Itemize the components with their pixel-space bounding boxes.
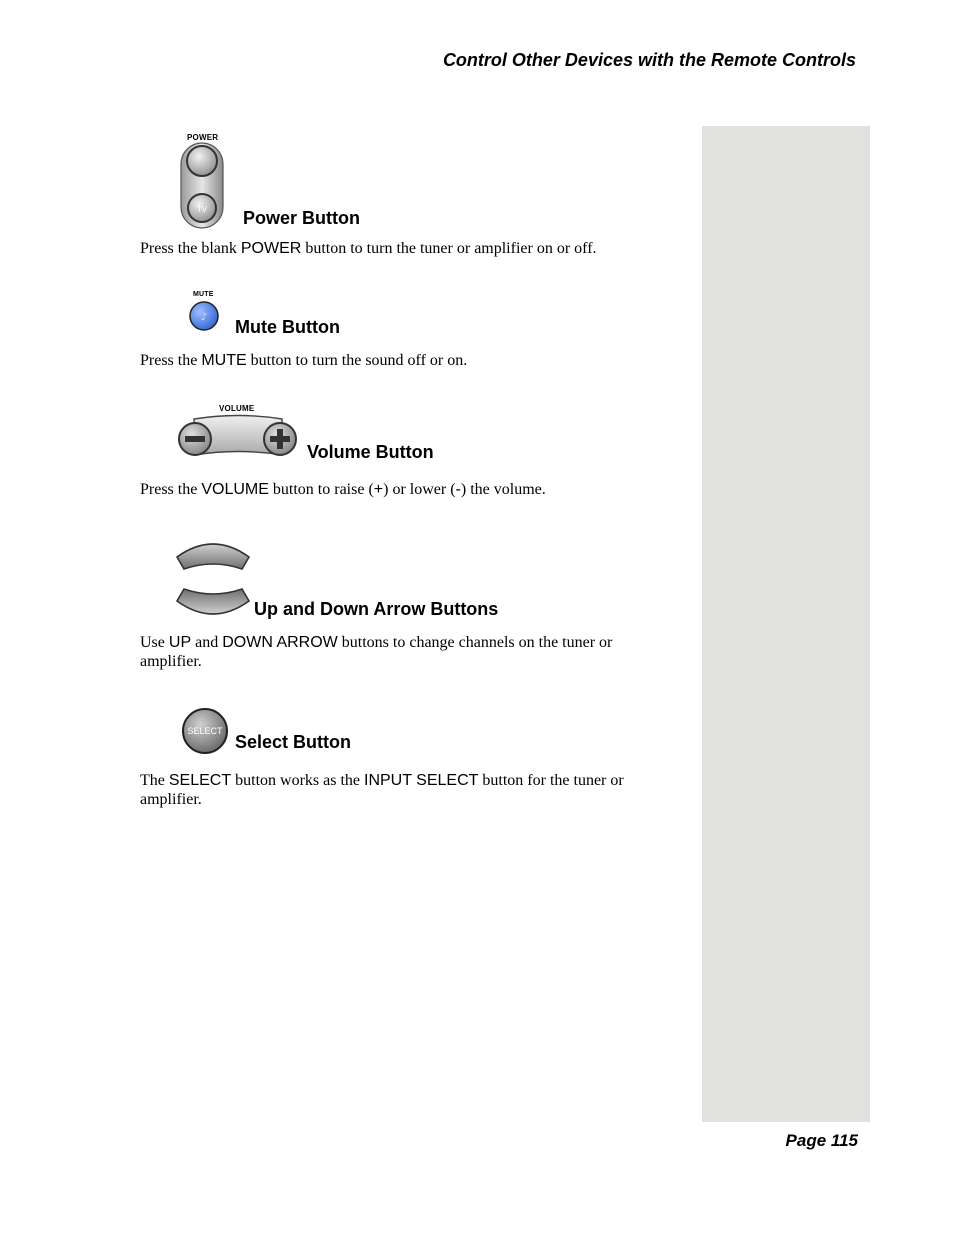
arrows-description: Use UP and DOWN ARROW buttons to change channels on the tuner or amplifier. — [140, 634, 613, 670]
power-description: Press the blank POWER button to turn the tuner or amplifier on or off. — [140, 240, 597, 257]
mute-description: Press the MUTE button to turn the sound off or on. — [140, 352, 468, 369]
running-head: Control Other Devices with the Remote Controls — [442, 50, 856, 70]
page-number: Page 115 — [785, 1131, 858, 1150]
select-description: The SELECT button works as the INPUT SELECT button for the tuner or amplifier. — [140, 772, 624, 808]
svg-text:♪: ♪ — [200, 312, 208, 323]
mute-button-icon — [188, 300, 220, 332]
power-button-icon — [178, 142, 226, 230]
sidebar-panel — [702, 126, 870, 1122]
down-arrow-icon — [177, 589, 249, 614]
volume-description: Press the VOLUME button to raise (+) or lower (-) the volume. — [140, 481, 546, 498]
volume-button-label: VOLUME — [219, 404, 255, 413]
select-button-icon — [180, 706, 230, 756]
select-button-text: SELECT — [187, 726, 223, 736]
power-tv-label: TV — [196, 205, 208, 214]
select-heading: Select Button — [235, 732, 352, 752]
volume-heading: Volume Button — [307, 442, 434, 462]
up-down-arrow-buttons-icon — [174, 537, 252, 621]
power-button-label: POWER — [187, 133, 219, 142]
volume-button-icon — [176, 414, 300, 460]
arrows-heading: Up and Down Arrow Buttons — [254, 599, 499, 619]
mute-button-label: MUTE — [193, 291, 214, 298]
power-heading: Power Button — [243, 208, 360, 228]
mute-heading: Mute Button — [235, 317, 340, 337]
up-arrow-icon — [177, 544, 249, 569]
